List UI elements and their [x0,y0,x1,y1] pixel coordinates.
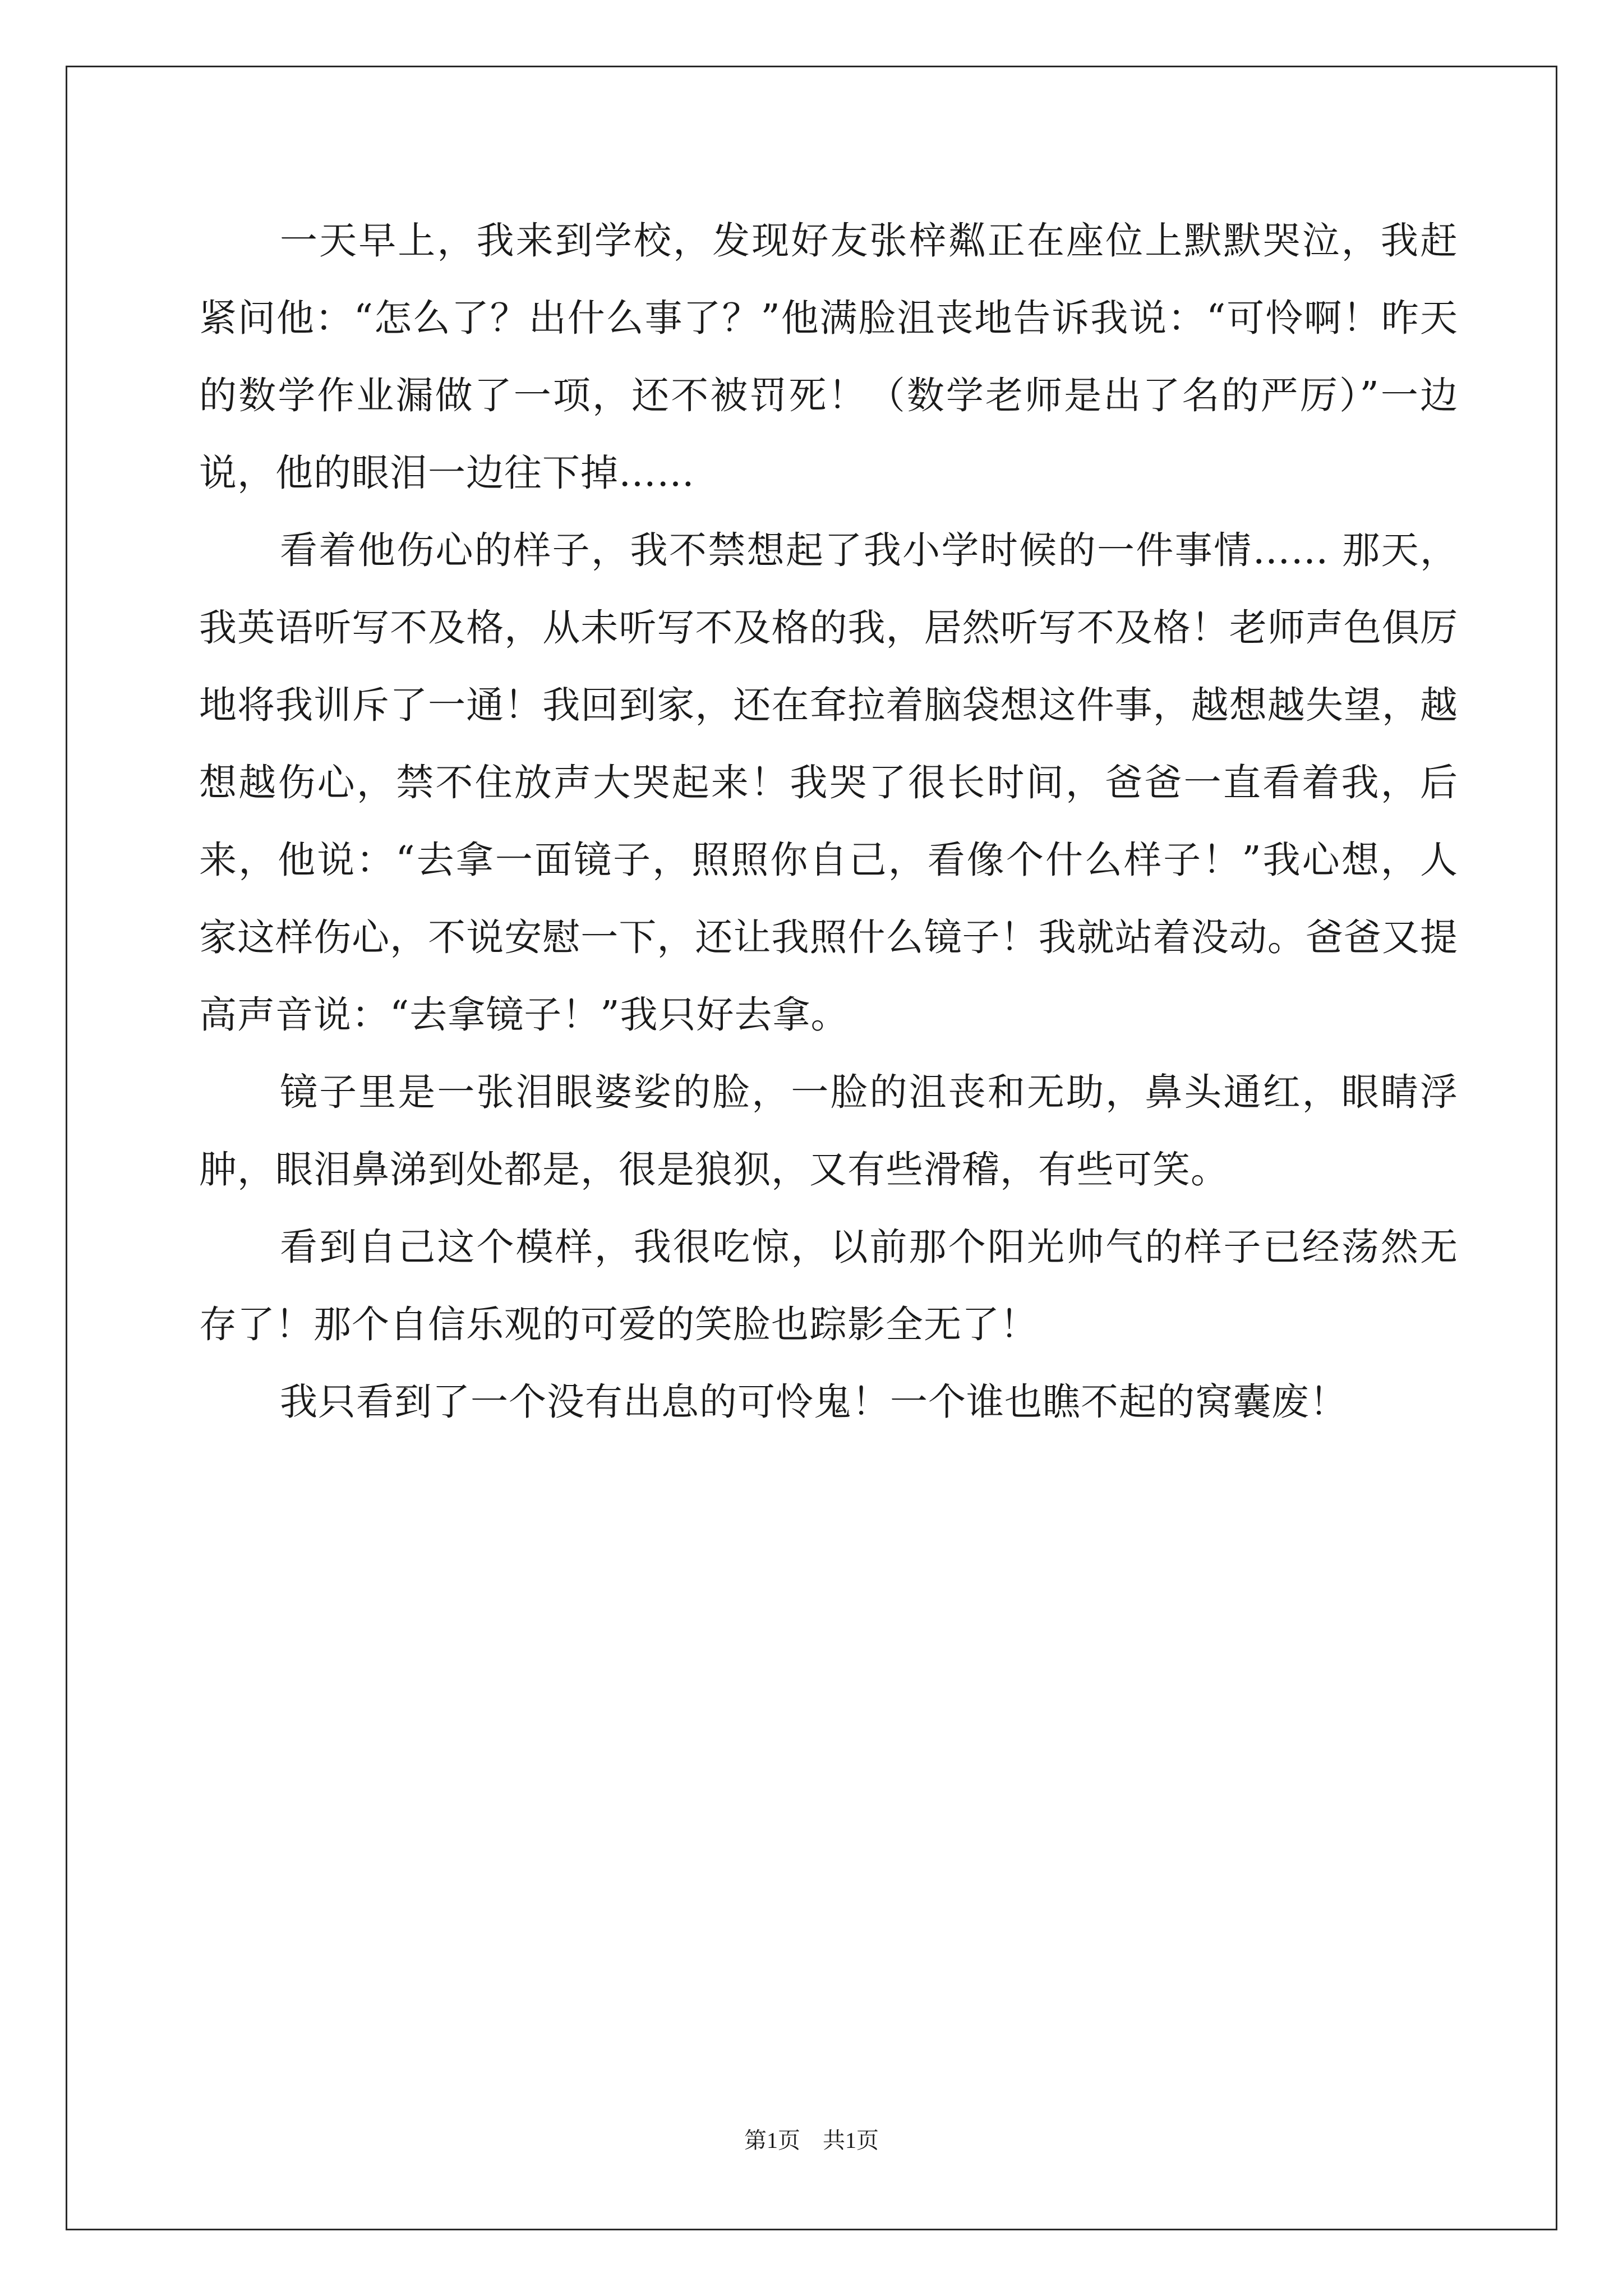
paragraph-4: 看到自己这个模样，我很吃惊，以前那个阳光帅气的样子已经荡然无存了！那个自信乐观的可爱的笑脸也踪影全无了！ [199,1225,1458,1346]
page-footer [0,2124,1623,2157]
page-total: 共1页 [823,2128,879,2153]
paragraph-3: 镜子里是一张泪眼婆娑的脸，一脸的沮丧和无助，鼻头通红，眼睛浮肿，眼泪鼻涕到处都是，很是狼狈，又有些滑稽，有些可笑。 [199,1070,1458,1191]
paragraph-5: 我只看到了一个没有出息的可怜鬼！一个谁也瞧不起的窝囊废！ [280,1380,1348,1424]
paragraph-1: 一天早上，我来到学校，发现好友张梓粼正在座位上默默哭泣，我赶紧问他：“怎么了？出什么事了？”他满脸沮丧地告诉我说：“可怜啊！昨天的数学作业漏做了一项，还不被罚死！（数学老师是出了名的严厉）”一边说，他的眼泪一边往下掉…… [199,219,1458,495]
document-body [199,202,1458,1441]
paragraph-2: 看着他伤心的样子，我不禁想起了我小学时候的一件事情…… 那天，我英语听写不及格，从未听写不及格的我，居然听写不及格！老师声色俱厉地将我训斥了一通！我回到家，还在耷拉着脑袋想这件事，越想越失望，越想越伤心，禁不住放声大哭起来！我哭了很长时间，爸爸一直看着我，后来，他说：“去拿一面镜子，照照你自己，看像个什么样子！”我心想，人家这样伤心，不说安慰一下，还让我照什么镜子！我就站着没动。爸爸又提高声音说：“去拿镜子！”我只好去拿。 [199,528,1458,1037]
page-number: 第1页 [744,2128,800,2153]
